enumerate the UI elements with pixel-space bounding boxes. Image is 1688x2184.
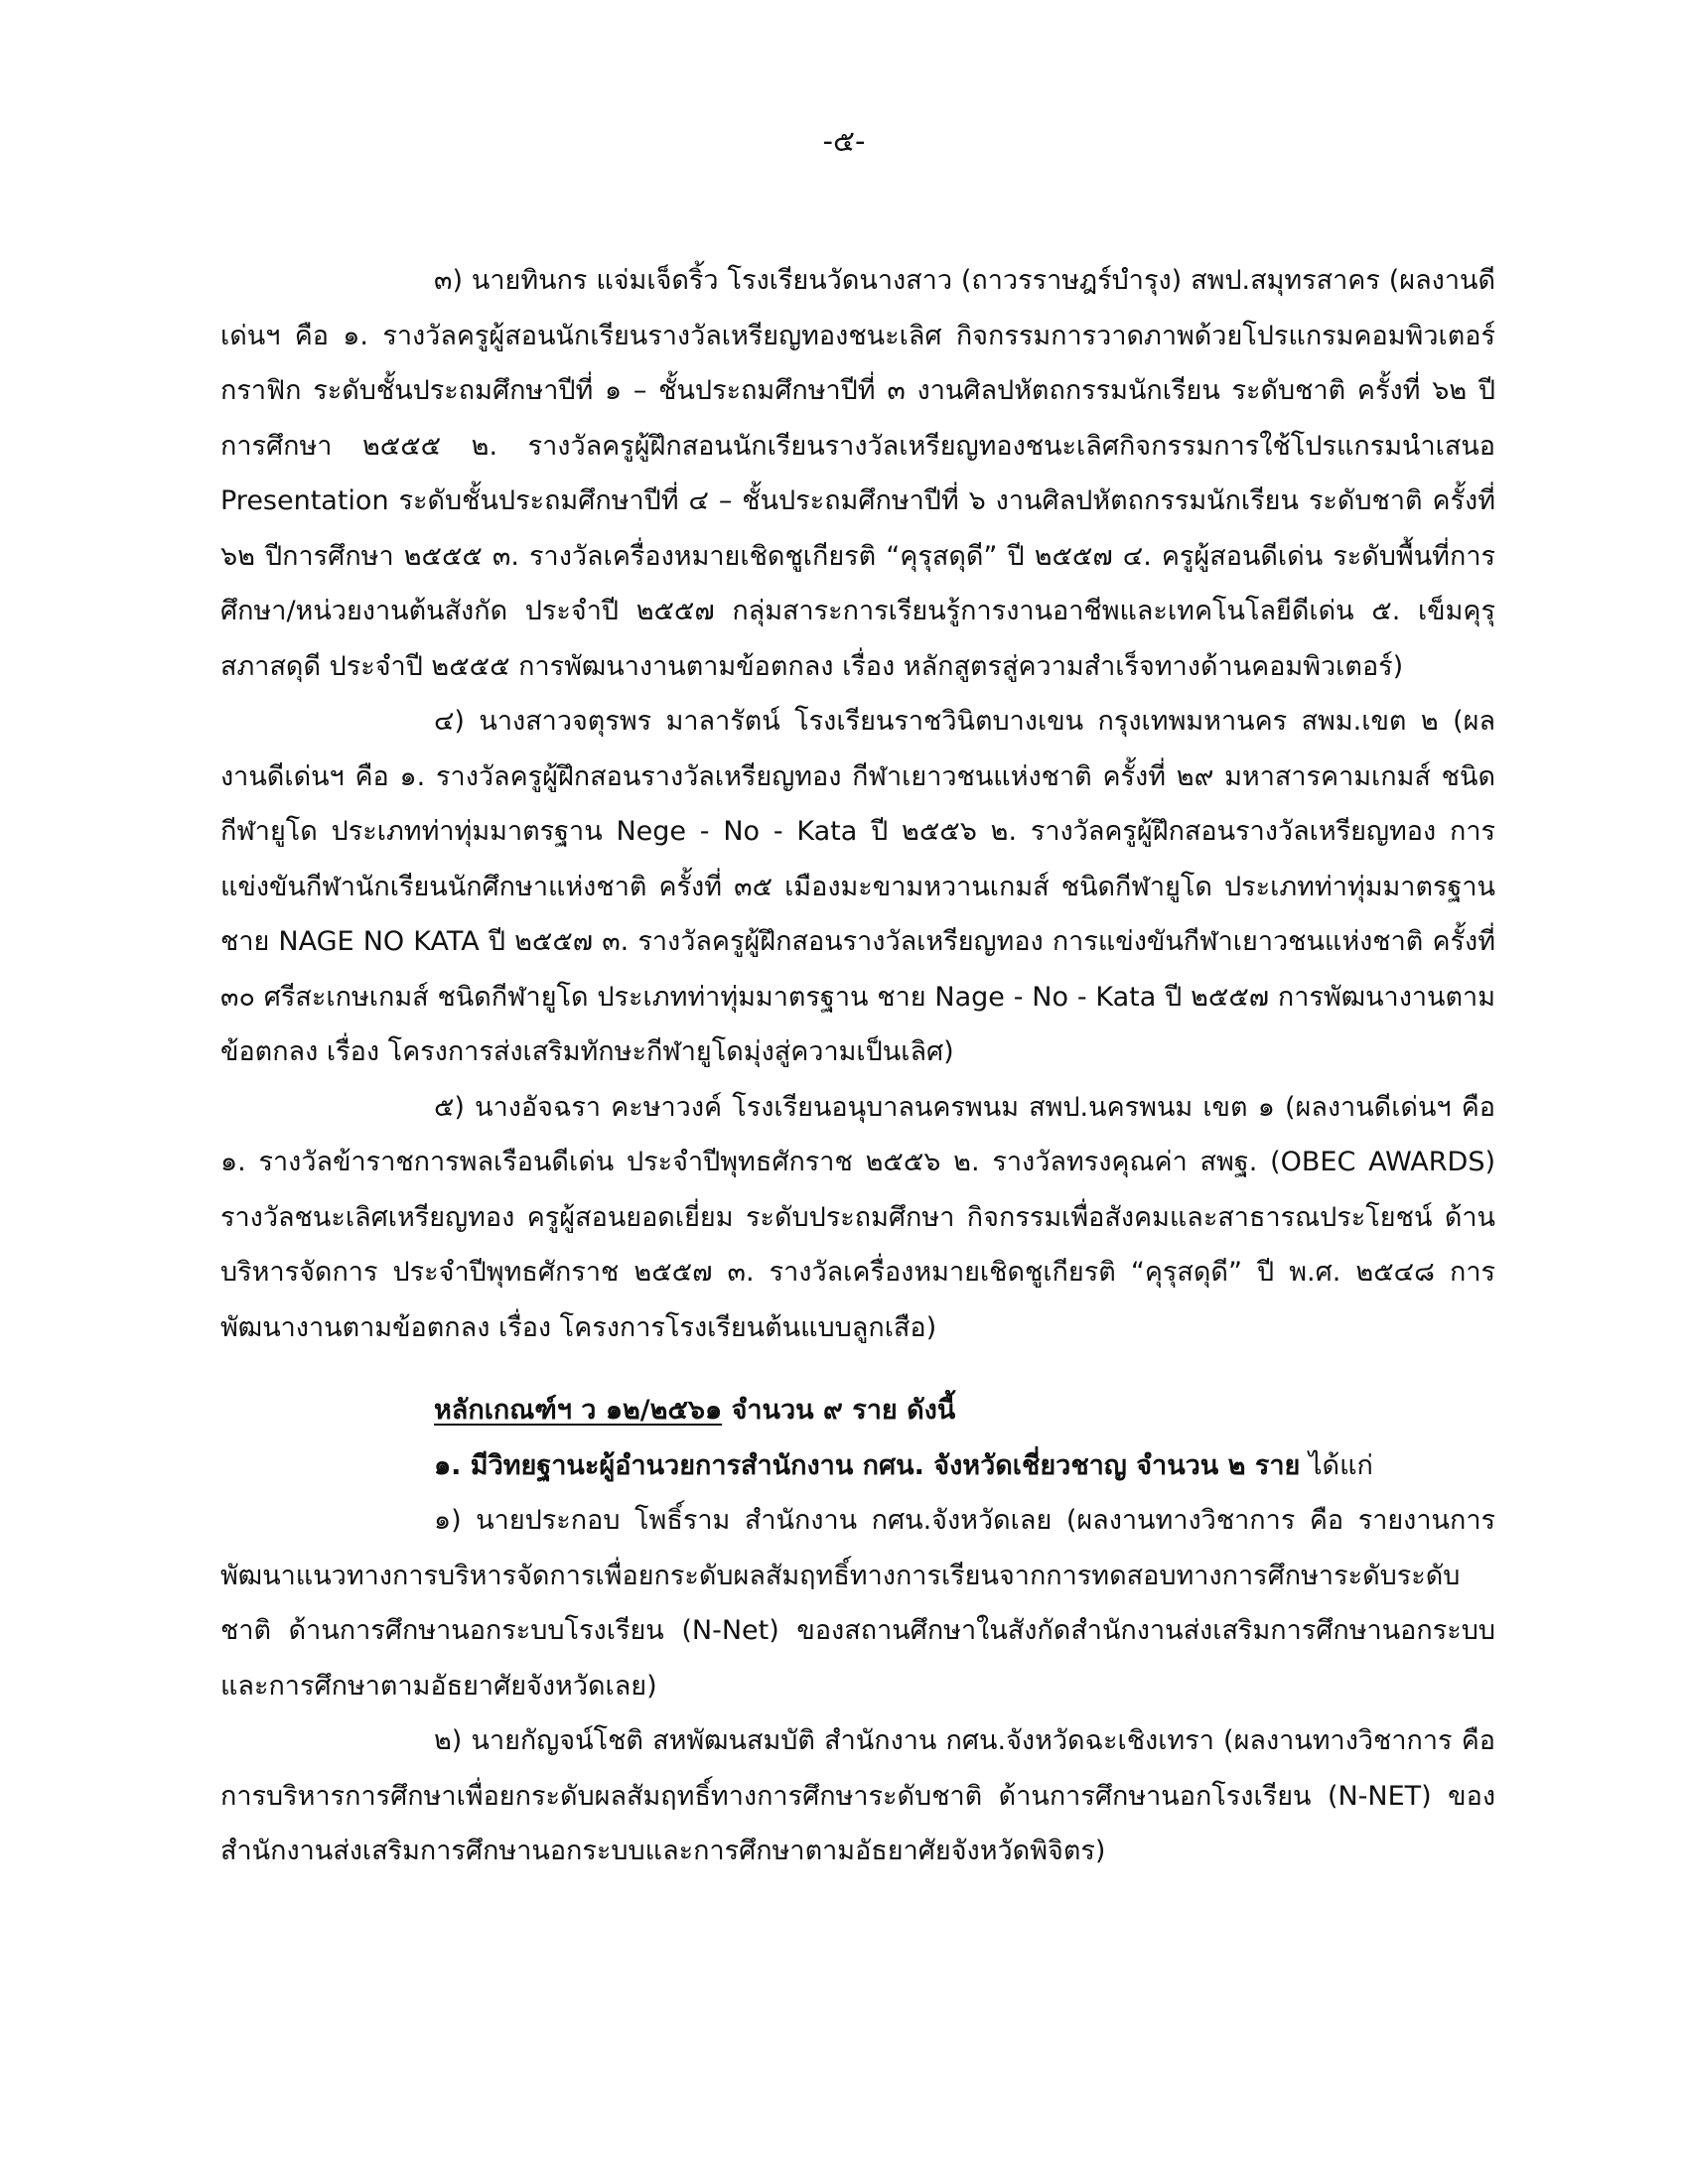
document-body (220, 253, 1495, 1879)
paragraph-awardee-3: ๓) นายทินกร แจ่มเจ็ดริ้ว โรงเรียนวัดนางสาว (ถาวรราษฎร์บำรุง) สพป.สมุทรสาคร (ผลงานดีเด่นฯ คือ ๑. รางวัลครูผู้สอนนักเรียนรางวัลเหรียญทองชนะเลิศ กิจกรรมการวาดภาพด้วยโปรแกรมคอมพิวเตอร์กราฟิก ระดับชั้นประถมศึกษาปีที่ ๑ – ชั้นประถมศึกษาปีที่ ๓ งานศิลปหัตถกรรมนักเรียน ระดับชาติ ครั้งที่ ๖๒ ปีการศึกษา ๒๕๕๕ ๒. รางวัลครูผู้ฝึกสอนนักเรียนรางวัลเหรียญทองชนะเลิศกิจกรรมการใช้โปรแกรมนำเสนอ Presentation ระดับชั้นประถมศึกษาปีที่ ๔ – ชั้นประถมศึกษาปีที่ ๖ งานศิลปหัตถกรรมนักเรียน ระดับชาติ ครั้งที่ ๖๒ ปีการศึกษา ๒๕๕๕ ๓. รางวัลเครื่องหมายเชิดชูเกียรติ “คุรุสดุดี” ปี ๒๕๕๗ ๔. ครูผู้สอนดีเด่น ระดับพื้นที่การศึกษา/หน่วยงานต้นสังกัด ประจำปี ๒๕๕๗ กลุ่มสาระการเรียนรู้การงานอาชีพและเทคโนโลยีดีเด่น ๕. เข็มคุรุสภาสดุดี ประจำปี ๒๕๕๕ การพัฒนางานตามข้อตกลง เรื่อง หลักสูตรสู่ความสำเร็จทางด้านคอมพิวเตอร์) (220, 265, 1495, 682)
subheading-tail-text: ได้แก่ (1308, 1449, 1373, 1481)
page-number: -๕- (822, 124, 866, 158)
subheading-bold-text: ๑. มีวิทยฐานะผู้อำนวยการสำนักงาน กศน. จังหวัดเชี่ยวชาญ จำนวน ๒ ราย (434, 1449, 1301, 1481)
paragraph-director-2: ๒) นายกัญจน์โชติ สหพัฒนสมบัติ สำนักงาน กศน.จังหวัดฉะเชิงเทรา (ผลงานทางวิชาการ คือ การบริหารการศึกษาเพื่อยกระดับผลสัมฤทธิ์ทางการศึกษาระดับชาติ ด้านการศึกษานอกโรงเรียน (N-NET) ของสำนักงานส่งเสริมการศึกษานอกระบบและการศึกษาตามอัธยาศัยจังหวัดพิจิตร) (220, 1725, 1495, 1866)
paragraph-awardee-5: ๕) นางอัจฉรา คะษาวงค์ โรงเรียนอนุบาลนครพนม สพป.นครพนม เขต ๑ (ผลงานดีเด่นฯ คือ ๑. รางวัลข้าราชการพลเรือนดีเด่น ประจำปีพุทธศักราช ๒๕๕๖ ๒. รางวัลทรงคุณค่า สพฐ. (OBEC AWARDS) รางวัลชนะเลิศเหรียญทอง ครูผู้สอนยอดเยี่ยม ระดับประถมศึกษา กิจกรรมเพื่อสังคมและสาธารณประโยชน์ ด้านบริหารจัดการ ประจำปีพุทธศักราช ๒๕๕๗ ๓. รางวัลเครื่องหมายเชิดชูเกียรติ “คุรุสดุดี” ปี พ.ศ. ๒๕๔๘ การพัฒนางานตามข้อตกลง เรื่อง โครงการโรงเรียนต้นแบบลูกเสือ) (220, 1091, 1495, 1343)
criteria-heading (220, 1383, 1495, 1438)
paragraph-director-1: ๑) นายประกอบ โพธิ์ราม สำนักงาน กศน.จังหวัดเลย (ผลงานทางวิชาการ คือ รายงานการพัฒนาแนวทางการบริหารจัดการเพื่อยกระดับผลสัมฤทธิ์ทางการเรียนจากการทดสอบทางการศึกษาระดับระดับชาติ ด้านการศึกษานอกระบบโรงเรียน (N-Net) ของสถานศึกษาในสังกัดสำนักงานส่งเสริมการศึกษานอกระบบและการศึกษาตามอัธยาศัยจังหวัดเลย) (220, 1505, 1495, 1702)
section-subheading (220, 1438, 1495, 1494)
criteria-title: หลักเกณฑ์ฯ ว ๑๒/๒๕๖๑ (434, 1395, 723, 1426)
paragraph-awardee-4: ๔) นางสาวจตุรพร มาลารัตน์ โรงเรียนราชวินิตบางเขน กรุงเทพมหานคร สพม.เขต ๒ (ผลงานดีเด่นฯ คือ ๑. รางวัลครูผู้ฝึกสอนรางวัลเหรียญทอง กีฬาเยาวชนแห่งชาติ ครั้งที่ ๒๙ มหาสารคามเกมส์ ชนิดกีฬายูโด ประเภทท่าทุ่มมาตรฐาน Nege - No - Kata ปี ๒๕๕๖ ๒. รางวัลครูผู้ฝึกสอนรางวัลเหรียญทอง การแข่งขันกีฬานักเรียนนักศึกษาแห่งชาติ ครั้งที่ ๓๕ เมืองมะขามหวานเกมส์ ชนิดกีฬายูโด ประเภทท่าทุ่มมาตรฐาน ชาย NAGE NO KATA ปี ๒๕๕๗ ๓. รางวัลครูผู้ฝึกสอนรางวัลเหรียญทอง การแข่งขันกีฬาเยาวชนแห่งชาติ ครั้งที่ ๓๐ ศรีสะเกษเกมส์ ชนิดกีฬายูโด ประเภทท่าทุ่มมาตรฐาน ชาย Nage - No - Kata ปี ๒๕๕๗ การพัฒนางานตามข้อตกลง เรื่อง โครงการส่งเสริมทักษะกีฬายูโดมุ่งสู่ความเป็นเลิศ) (220, 706, 1495, 1067)
criteria-count: จำนวน ๙ ราย ดังนี้ (731, 1395, 956, 1426)
